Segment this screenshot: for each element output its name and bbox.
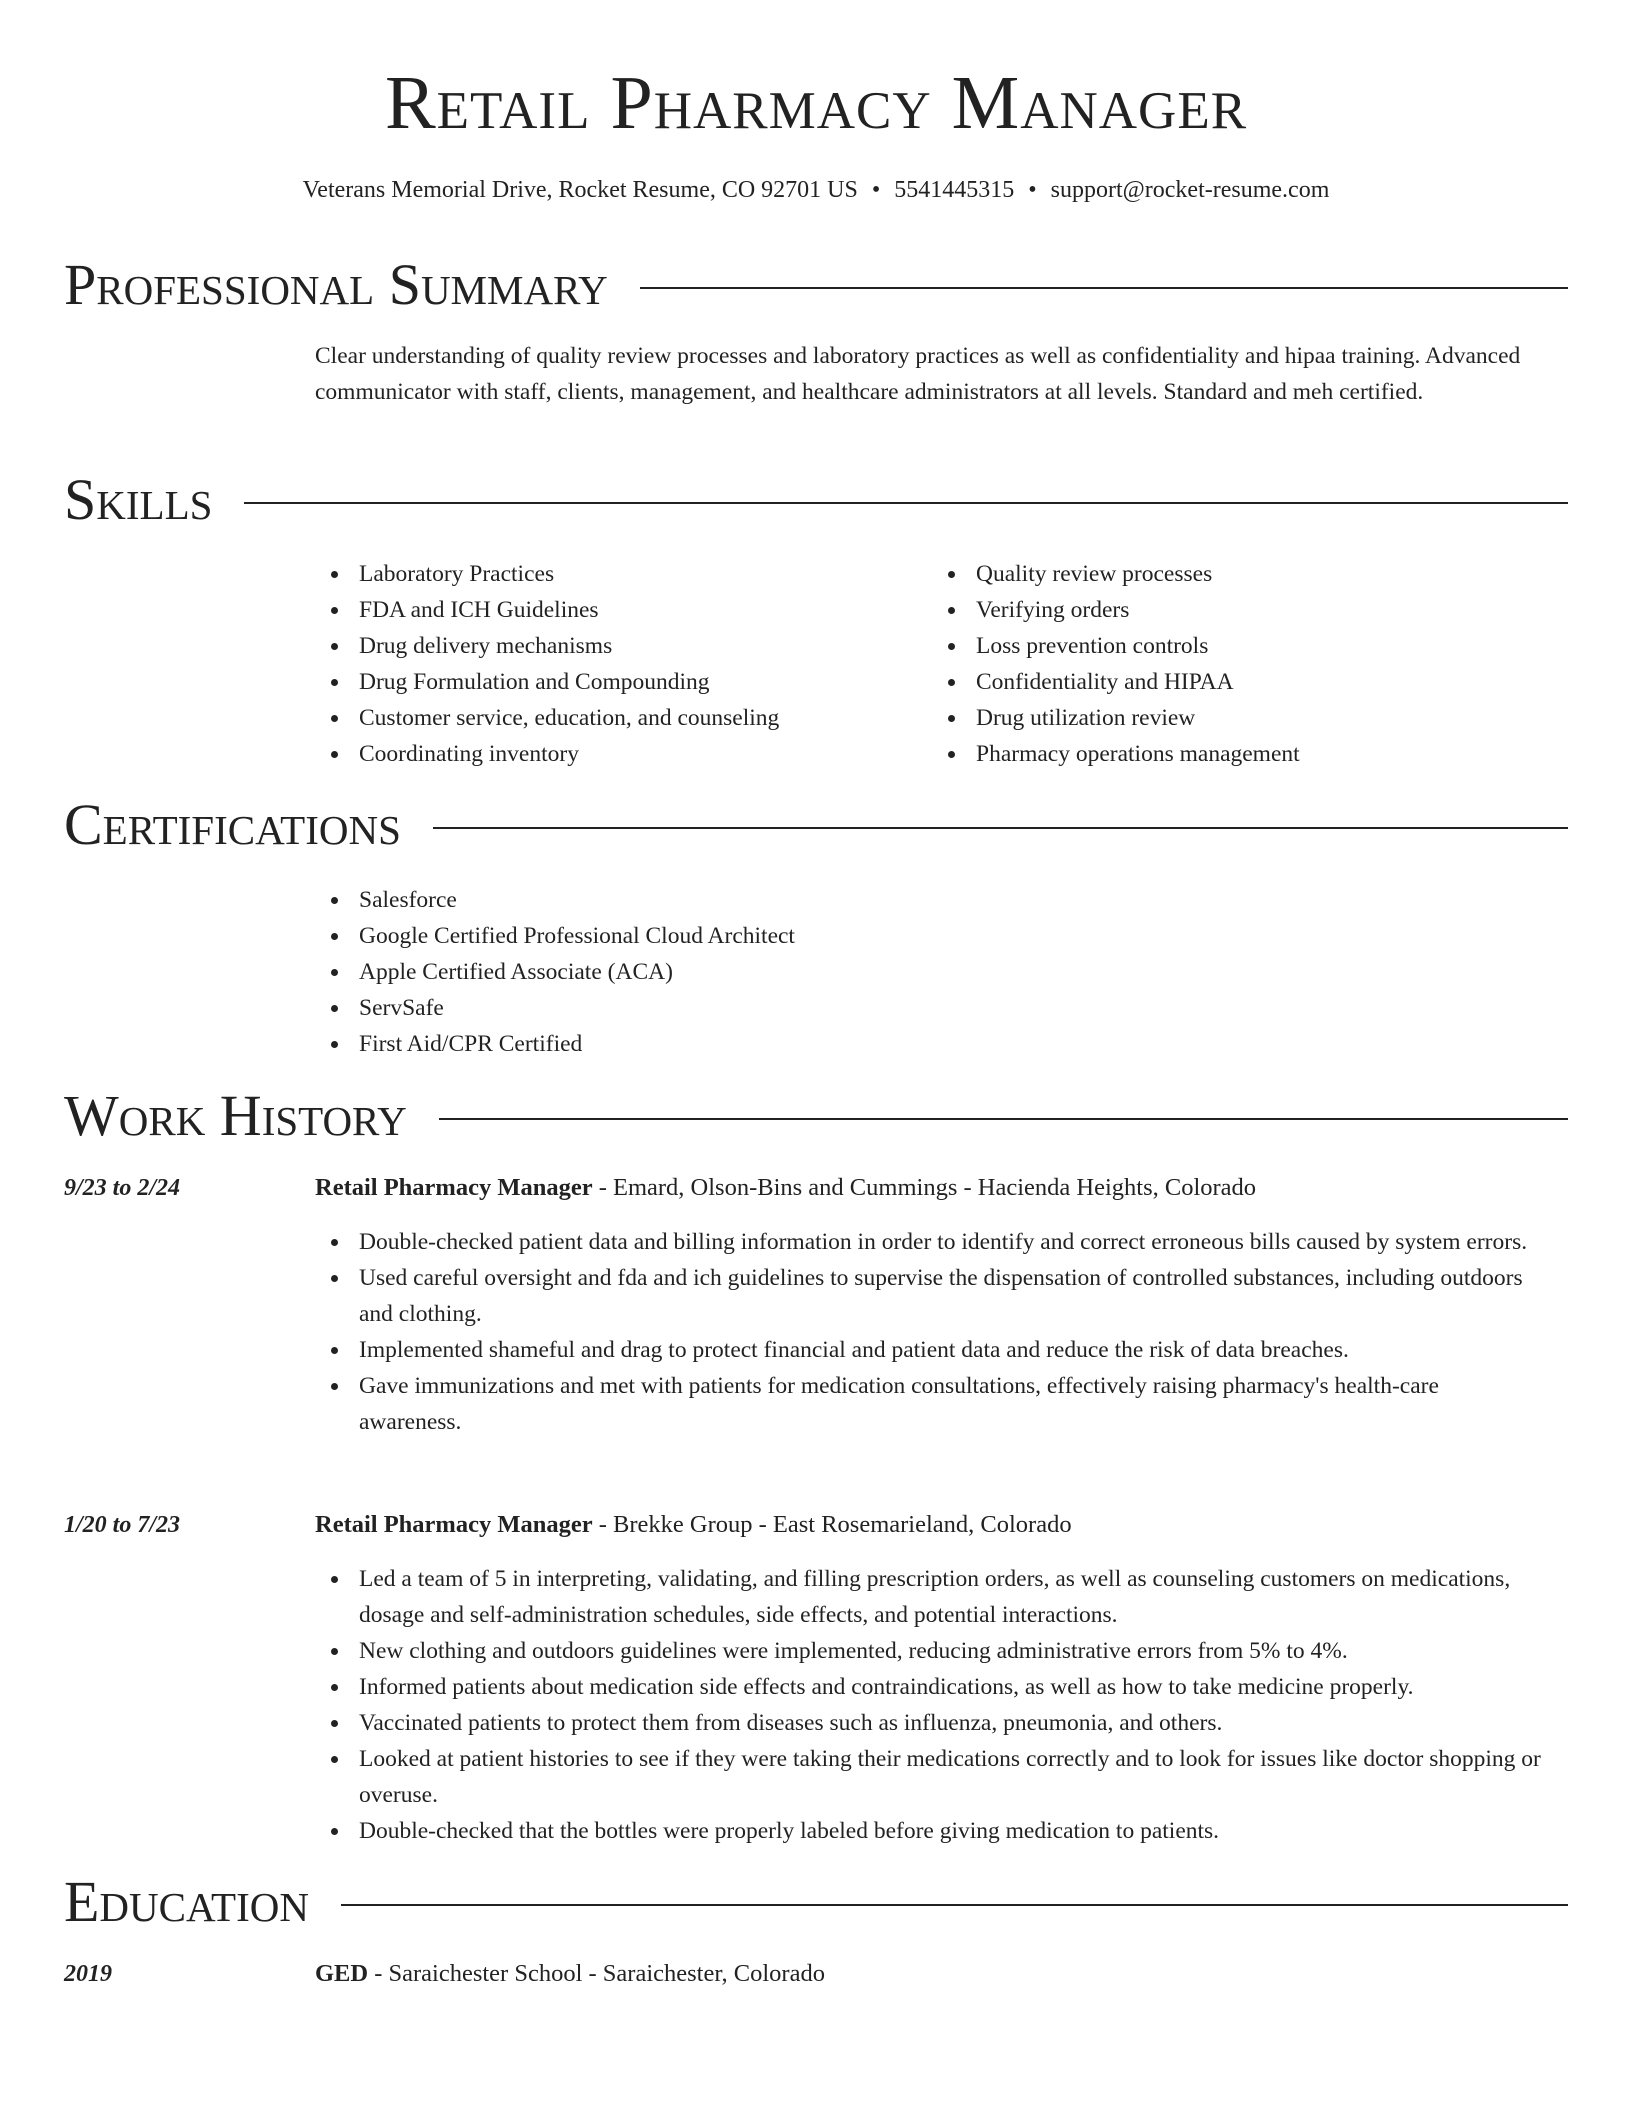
skill-item: Drug delivery mechanisms	[315, 628, 915, 664]
candidate-name: Retail Pharmacy Manager	[384, 61, 1248, 145]
skill-item: Coordinating inventory	[315, 736, 915, 772]
job-duty: Implemented shameful and drag to protect financial and patient data and reduce the risk of data breaches.	[315, 1332, 1545, 1368]
job-duty: Led a team of 5 in interpreting, validating, and filling prescription orders, as well as counseling customers on medications, dosage and self-administration schedules, side effects, and potential interactions.	[315, 1561, 1545, 1633]
skill-item: Drug Formulation and Compounding	[315, 664, 915, 700]
certifications-section-header	[64, 790, 1568, 860]
section-divider	[439, 1118, 1568, 1120]
contact-email: support@rocket-resume.com	[1050, 177, 1330, 203]
education-school-location: - Saraichester School - Saraichester, Colorado	[368, 1960, 825, 1987]
certification-item: Salesforce	[315, 882, 1215, 918]
job-duty: Used careful oversight and fda and ich guidelines to supervise the dispensation of controlled substances, including outdoors and clothing.	[315, 1260, 1545, 1332]
job-heading	[315, 1170, 1568, 1206]
summary-text: Clear understanding of quality review processes and laboratory practices as well as confidentiality and hipaa training. Advanced communicator with staff, clients, management, and healthcare administrators at all levels. Standard and meh certified.	[315, 343, 1521, 405]
job-duty: Double-checked patient data and billing information in order to identify and correct erroneous bills caused by system errors.	[315, 1224, 1545, 1260]
certification-item: Google Certified Professional Cloud Architect	[315, 918, 1215, 954]
summary-section-header	[64, 250, 1568, 320]
job-duty: Double-checked that the bottles were properly labeled before giving medication to patients.	[315, 1813, 1545, 1849]
section-title-education: Education	[64, 1869, 309, 1934]
job-employer-location: - Brekke Group - East Rosemarieland, Colorado	[592, 1511, 1072, 1538]
skill-item: Loss prevention controls	[932, 628, 1532, 664]
contact-phone: 5541445315	[894, 177, 1015, 203]
certifications-list	[315, 882, 1215, 1062]
job-duties-list	[315, 1224, 1545, 1440]
job-employer-location: - Emard, Olson-Bins and Cummings - Hacienda Heights, Colorado	[592, 1174, 1257, 1201]
job-dates: 1/20 to 7/23	[64, 1512, 181, 1538]
skills-section-header	[64, 465, 1568, 535]
section-title-certifications: Certifications	[64, 792, 401, 857]
job-duty: Vaccinated patients to protect them from diseases such as influenza, pneumonia, and others.	[315, 1705, 1545, 1741]
education-degree: GED	[315, 1960, 369, 1987]
education-year: 2019	[64, 1961, 112, 1987]
job-duty: Looked at patient histories to see if they were taking their medications correctly and to look for issues like doctor shopping or overuse.	[315, 1741, 1545, 1813]
job-duty: Gave immunizations and met with patients for medication consultations, effectively raising pharmacy's health-care awareness.	[315, 1368, 1545, 1440]
contact-address: Veterans Memorial Drive, Rocket Resume, CO 92701 US	[302, 177, 858, 203]
section-title-work: Work History	[64, 1083, 407, 1148]
education-heading	[315, 1956, 1568, 1992]
skill-item: Quality review processes	[932, 556, 1532, 592]
skills-list-left	[315, 556, 915, 772]
contact-line	[0, 174, 1632, 206]
skill-item: Laboratory Practices	[315, 556, 915, 592]
section-title-skills: Skills	[64, 467, 213, 532]
job-duties-list	[315, 1561, 1545, 1849]
section-divider	[244, 502, 1568, 504]
skill-item: Confidentiality and HIPAA	[932, 664, 1532, 700]
certification-item: First Aid/CPR Certified	[315, 1026, 1215, 1062]
skill-item: Verifying orders	[932, 592, 1532, 628]
job-duty: New clothing and outdoors guidelines were implemented, reducing administrative errors from 5% to 4%.	[315, 1633, 1545, 1669]
skill-item: Customer service, education, and counseling	[315, 700, 915, 736]
skills-list-right	[932, 556, 1532, 772]
skill-item: Pharmacy operations management	[932, 736, 1532, 772]
job-heading	[315, 1507, 1568, 1543]
contact-separator: •	[871, 177, 881, 203]
job-duty: Informed patients about medication side effects and contraindications, as well as how to take medicine properly.	[315, 1669, 1545, 1705]
section-divider	[341, 1904, 1568, 1906]
section-divider	[640, 287, 1568, 289]
certification-item: Apple Certified Associate (ACA)	[315, 954, 1215, 990]
job-title: Retail Pharmacy Manager	[315, 1511, 593, 1538]
skill-item: Drug utilization review	[932, 700, 1532, 736]
skill-item: FDA and ICH Guidelines	[315, 592, 915, 628]
certification-item: ServSafe	[315, 990, 1215, 1026]
job-dates: 9/23 to 2/24	[64, 1175, 181, 1201]
section-title-summary: Professional Summary	[64, 252, 608, 317]
section-divider	[433, 827, 1568, 829]
contact-separator: •	[1028, 177, 1037, 203]
job-title: Retail Pharmacy Manager	[315, 1174, 593, 1201]
work-section-header	[64, 1081, 1568, 1151]
education-section-header	[64, 1867, 1568, 1937]
